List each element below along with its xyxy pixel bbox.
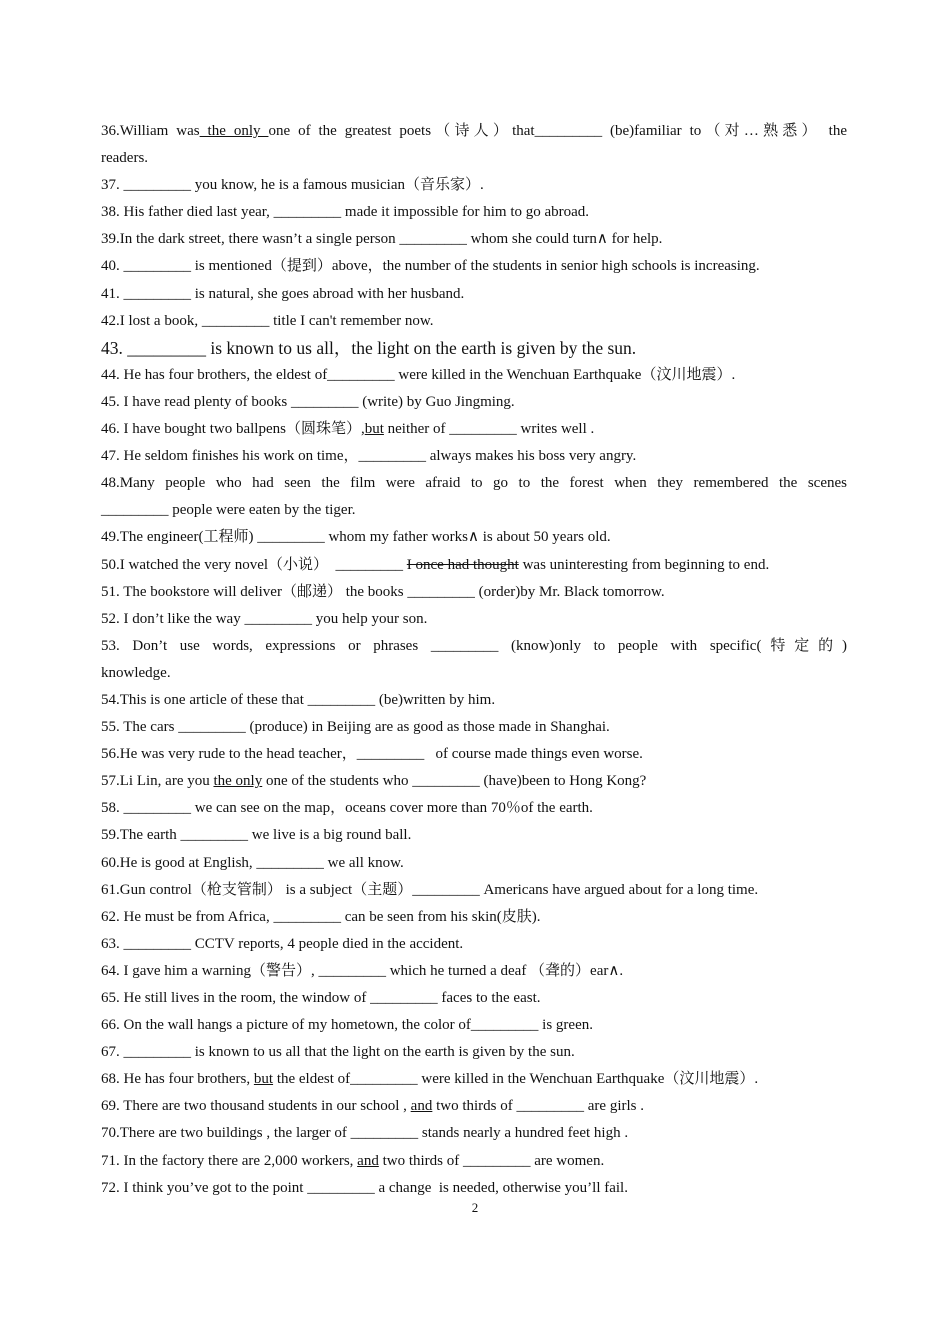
question-36: 36.William was the only one of the greatest poets（诗人）that_________ (be)familiar to（对…熟悉） the [101, 123, 847, 139]
document-body [101, 118, 847, 1202]
question-70: 70.There are two buildings , the larger of _________ stands nearly a hundred feet high . [101, 1125, 629, 1142]
question-57: 57.Li Lin, are you the only one of the students who _________ (have)been to Hong Kong? [101, 773, 647, 790]
question-41: 41. _________ is natural, she goes abroad with her husband. [101, 285, 465, 302]
question-63: 63. _________ CCTV reports, 4 people died in the accident. [101, 935, 464, 952]
question-38: 38. His father died last year, _________ made it impossible for him to go abroad. [101, 204, 590, 221]
underlined-phrase: the only [213, 773, 263, 790]
underlined-word: and [410, 1098, 433, 1115]
struck-phrase: I once had thought [406, 556, 519, 573]
question-42: 42.I lost a book, _________ title I can't remember now. [101, 312, 434, 329]
question-51: 51. The bookstore will deliver（邮递） the books _________ (order)by Mr. Black tomorrow. [101, 583, 665, 600]
question-72: 72. I think you’ve got to the point _________ a change is needed, otherwise you’ll fail. [101, 1179, 628, 1196]
question-43: 43. _________ is known to us all，the light on the earth is given by the sun. [101, 337, 637, 358]
underlined-word: and [357, 1152, 379, 1169]
question-52: 52. I don’t like the way _________ you help your son. [101, 610, 428, 627]
question-58: 58. _________ we can see on the map，oceans cover more than 70％of the earth. [101, 800, 593, 817]
question-44: 44. He has four brothers, the eldest of_________ were killed in the Wenchuan Earthquake（汶川地震）. [101, 366, 736, 383]
question-53: 53. Don’t use words, expressions or phrases _________ (know)only to people with specific(特定的) [101, 637, 847, 654]
question-71: 71. In the factory there are 2,000 workers, and two thirds of _________ are women. [101, 1152, 605, 1169]
question-46: 46. I have bought two ballpens（圆珠笔）,but neither of _________ writes well . [101, 421, 595, 438]
question-62: 62. He must be from Africa, _________ can be seen from his skin(皮肤). [101, 908, 541, 925]
question-48-cont: _________ people were eaten by the tiger. [101, 502, 356, 519]
question-45: 45. I have read plenty of books _________ (write) by Guo Jingming. [101, 393, 515, 410]
question-64: 64. I gave him a warning（警告）, _________ which he turned a deaf （聋的）ear∧. [101, 962, 624, 979]
underlined-word: but [364, 421, 384, 438]
question-48: 48.Many people who had seen the film were afraid to go to the forest when they remembered the scenes [101, 475, 847, 492]
question-60: 60.He is good at English, _________ we all know. [101, 854, 404, 871]
question-49: 49.The engineer(工程师) _________ whom my father works∧ is about 50 years old. [101, 529, 611, 546]
question-66: 66. On the wall hangs a picture of my hometown, the color of_________ is green. [101, 1017, 593, 1034]
question-53-cont: knowledge. [101, 664, 171, 681]
underlined-word: but [253, 1071, 274, 1088]
question-40: 40. _________ is mentioned（提到）above，the number of the students in senior high schools is increasing. [101, 258, 760, 275]
question-50: 50.I watched the very novel（小说） _________ I once had thought was uninteresting from beginning to end. [101, 556, 770, 573]
question-59: 59.The earth _________ we live is a big round ball. [101, 827, 412, 844]
underlined-phrase: the only [199, 123, 269, 139]
question-54: 54.This is one article of these that _________ (be)written by him. [101, 691, 496, 708]
page-number: 2 [471, 1200, 479, 1215]
question-65: 65. He still lives in the room, the window of _________ faces to the east. [101, 990, 541, 1006]
question-69: 69. There are two thousand students in our school , and two thirds of _________ are girls . [101, 1098, 644, 1115]
question-36-cont: readers. [101, 150, 149, 167]
question-68: 68. He has four brothers, but the eldest of_________ were killed in the Wenchuan Earthquake（汶川地震）. [101, 1071, 759, 1088]
question-47: 47. He seldom finishes his work on time，_________ always makes his boss very angry. [101, 448, 637, 465]
question-37: 37. _________ you know, he is a famous musician（音乐家）. [101, 177, 484, 194]
question-61: 61.Gun control（枪支管制） is a subject（主题）_________ Americans have argued about for a long time. [101, 881, 759, 898]
question-39: 39.In the dark street, there wasn’t a single person _________ whom she could turn∧ for help. [101, 231, 663, 248]
question-55: 55. The cars _________ (produce) in Beijing are as good as those made in Shanghai. [101, 719, 610, 736]
question-56: 56.He was very rude to the head teacher，_________ of course made things even worse. [101, 746, 643, 763]
question-67: 67. _________ is known to us all that the light on the earth is given by the sun. [101, 1044, 575, 1061]
